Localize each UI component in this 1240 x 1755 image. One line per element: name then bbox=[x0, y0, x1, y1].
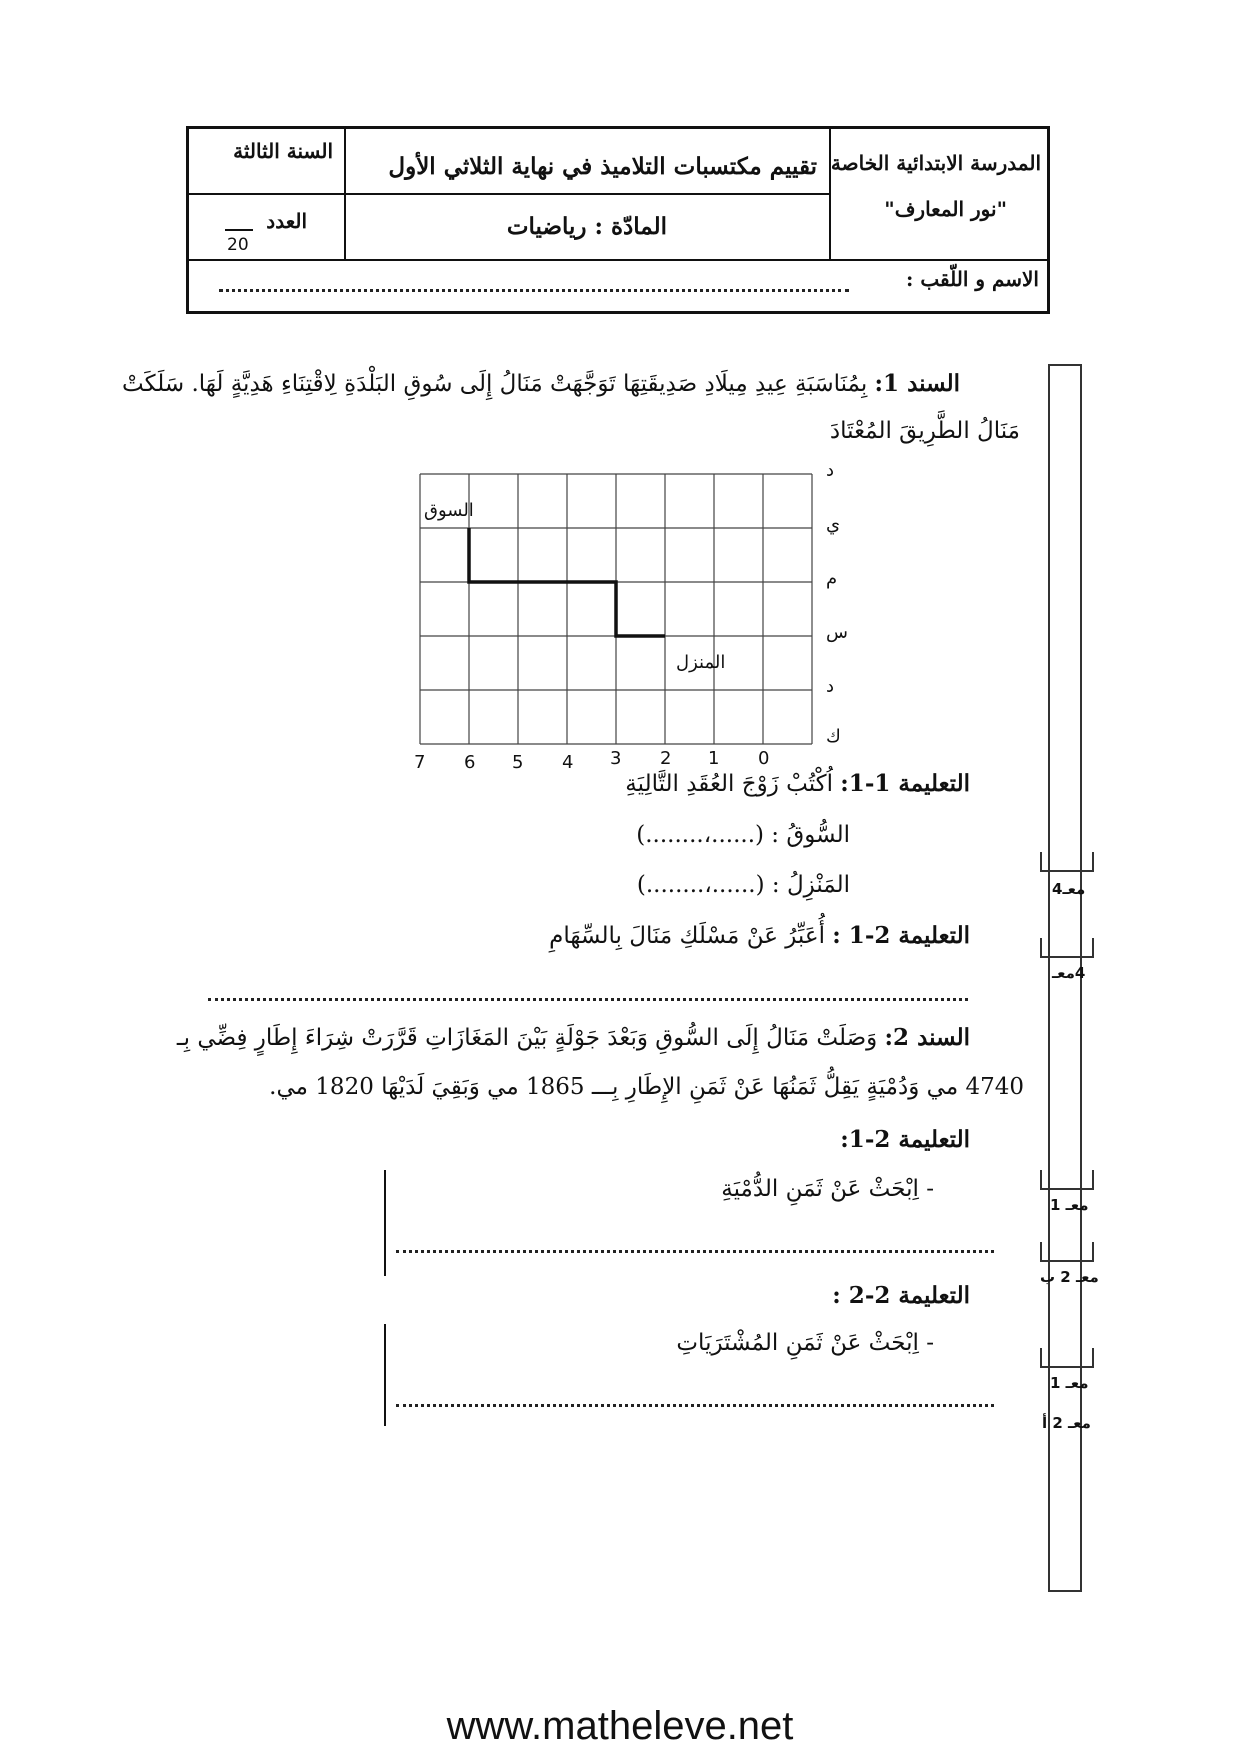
col-label: 2 bbox=[660, 748, 672, 769]
col-label: 3 bbox=[610, 748, 622, 769]
grading-mark: معـ 1 bbox=[1050, 1374, 1089, 1392]
task2-2-label: التعليمة 2-2 : bbox=[832, 1282, 970, 1309]
row-label: د bbox=[826, 460, 835, 481]
grading-box[interactable] bbox=[1040, 1242, 1094, 1262]
col-label: 0 bbox=[758, 748, 770, 769]
subject-label: المادّة : رياضيات bbox=[506, 213, 667, 240]
school-name-quoted: "نور المعارف" bbox=[884, 197, 1007, 221]
row-label: د bbox=[826, 676, 835, 697]
col-label: 5 bbox=[512, 752, 524, 773]
score-total: 20 bbox=[227, 235, 249, 255]
score-label: العدد bbox=[266, 209, 307, 233]
col-label: 1 bbox=[708, 748, 720, 769]
header-divider bbox=[189, 259, 1047, 261]
task1-2-text: أُعَبِّرُ عَنْ مَسْلَكِ مَنَالَ بِالسِّهَامِ bbox=[549, 923, 825, 949]
grading-box[interactable] bbox=[1040, 938, 1094, 958]
score-line bbox=[225, 229, 253, 231]
sanad2-text: وَصَلَتْ مَنَالُ إِلَى السُّوقِ وَبَعْدَ جَوْلَةٍ بَيْنَ المَغَازَاتِ قَرَّرَتْ شِرَاءَ إِطَارٍ فِضِّي بِـ bbox=[176, 1025, 878, 1051]
header-divider bbox=[189, 193, 829, 195]
sanad2-label: السند 2: bbox=[884, 1024, 970, 1051]
header-table bbox=[186, 126, 1050, 314]
sanad2-line2: 4740 مي وَدُمْيَةٍ يَقِلُّ ثَمَنُهَا عَنْ ثَمَنِ الإِطَارِ بِـــ 1865 مي وَبَقِيَ لَدَيْهَا 1820 مي. bbox=[269, 1074, 1024, 1100]
grading-mark: معـ4 bbox=[1052, 880, 1086, 898]
sanad2-line1 bbox=[177, 1024, 970, 1051]
grading-box[interactable] bbox=[1040, 1170, 1094, 1190]
header-divider bbox=[829, 129, 831, 259]
grading-mark: معـ 2 ب bbox=[1040, 1268, 1099, 1286]
school-name: المدرسة الابتدائية الخاصة bbox=[830, 151, 1041, 175]
task1-1-line bbox=[625, 770, 970, 797]
col-label: 4 bbox=[562, 752, 574, 773]
sanad1-text: بِمُنَاسَبَةِ عِيدِ مِيلَادِ صَدِيقَتِهَا تَوَجَّهَتْ مَنَالُ إِلَى سُوقِ البَلْدَةِ لِاقْتِنَاءِ هَدِيَّةٍ لَهَا. سَلَكَتْ bbox=[122, 371, 868, 397]
sanad1-line2: مَنَالُ الطَّرِيقَ المُعْتَادَ bbox=[829, 418, 1020, 444]
sanad1-line1 bbox=[122, 370, 960, 397]
exam-title: تقييم مكتسبات التلاميذ في نهاية الثلاثي الأول bbox=[388, 153, 817, 180]
row-label: س bbox=[826, 622, 848, 643]
answer-area-divider bbox=[384, 1170, 386, 1276]
task2-1-label: التعليمة 2-1: bbox=[840, 1126, 970, 1153]
grading-box[interactable] bbox=[1040, 1348, 1094, 1368]
house-label: المنزل bbox=[676, 652, 726, 673]
house-coordinates-field[interactable]: المَنْزِلُ : (......،........) bbox=[636, 872, 850, 898]
name-label: الاسم و اللّقب : bbox=[906, 267, 1039, 291]
grading-mark: 4معـ bbox=[1052, 964, 1086, 982]
market-label: السوق bbox=[424, 500, 474, 521]
grade-label: السنة الثالثة bbox=[233, 139, 333, 163]
col-label: 7 bbox=[414, 752, 426, 773]
name-input-line[interactable] bbox=[219, 289, 849, 292]
grading-box[interactable] bbox=[1040, 852, 1094, 872]
website-footer: www.matheleve.net bbox=[446, 1704, 794, 1748]
sanad1-label: السند 1: bbox=[874, 370, 960, 397]
task1-2-line bbox=[549, 922, 970, 949]
task1-1-label: التعليمة 1-1: bbox=[840, 770, 970, 797]
answer-area-divider bbox=[384, 1324, 386, 1426]
answer-line[interactable] bbox=[208, 998, 968, 1001]
market-coordinates-field[interactable]: السُّوقُ : (......،........) bbox=[636, 822, 850, 848]
row-label: ي bbox=[826, 514, 841, 535]
col-label: 6 bbox=[464, 752, 476, 773]
row-label: ك bbox=[826, 726, 841, 747]
task2-1-text: - اِبْحَثْ عَنْ ثَمَنِ الدُّمْيَةِ bbox=[721, 1176, 934, 1202]
answer-line[interactable] bbox=[396, 1404, 994, 1407]
grading-mark: معـ 1 bbox=[1050, 1196, 1089, 1214]
answer-line[interactable] bbox=[396, 1250, 994, 1253]
task1-1-text: اُكْتُبْ زَوْجَ العُقَدِ التَّالِيَةِ bbox=[625, 771, 833, 797]
row-label: م bbox=[826, 568, 838, 589]
grading-mark: معـ 2 أ bbox=[1042, 1414, 1091, 1432]
task1-2-label: التعليمة 2-1 : bbox=[832, 922, 970, 949]
task2-2-text: - اِبْحَثْ عَنْ ثَمَنِ المُشْتَرَيَاتِ bbox=[676, 1330, 934, 1356]
